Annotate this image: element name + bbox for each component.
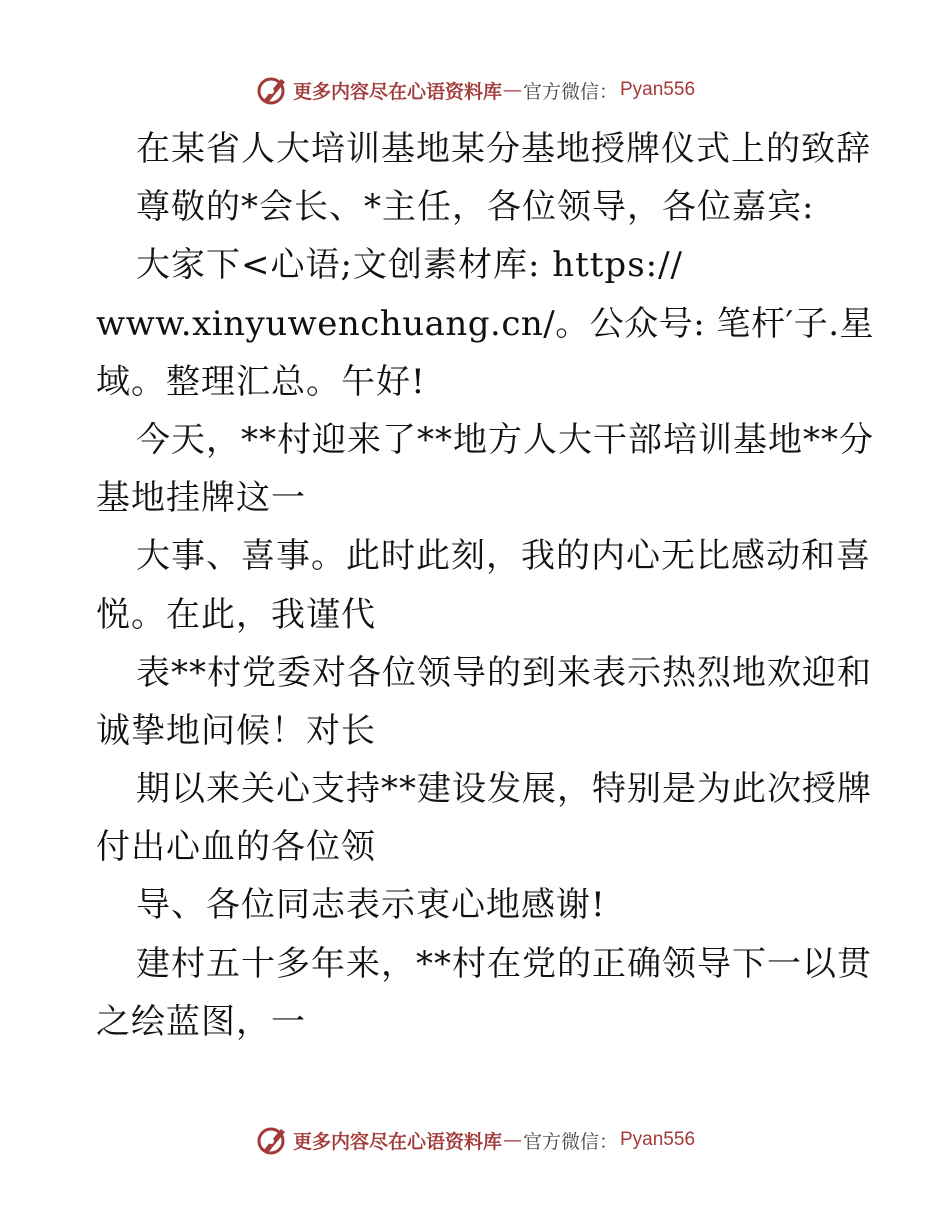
header-banner [0,70,950,110]
pen-logo-icon [255,73,289,107]
document-title: 在某省人大培训基地某分基地授牌仪式上的致辞 [136,129,871,169]
document-body [96,120,876,1051]
body-line: 之绘蓝图，一 [96,1001,306,1042]
body-line: 大家下<心语;文创素材库: https:// [136,245,684,286]
banner-brand-text: 更多内容尽在心语资料库 [292,1130,502,1153]
salutation-line: 尊敬的*会长、*主任，各位领导，各位嘉宾: [136,187,815,228]
body-line: 基地挂牌这一 [96,478,306,519]
body-line: 诚挚地问候！对长 [96,710,376,751]
banner-wechat-id: Pyan556 [620,1129,696,1150]
pen-logo-icon [255,1123,289,1157]
body-line: 期以来关心支持**建设发展，特别是为此次授牌 [136,769,872,810]
banner-brand-text: 更多内容尽在心语资料库 [292,80,502,103]
body-line: 今天，**村迎来了**地方人大干部培训基地**分 [136,419,874,460]
banner-wechat-id: Pyan556 [620,79,696,100]
footer-banner [0,1120,950,1160]
body-line: www.xinyuwenchuang.cn/。公众号: 笔杆′子.星 [96,303,875,344]
banner-dash: — [502,79,522,101]
body-line: 大事、喜事。此时此刻，我的内心无比感动和喜 [136,536,871,577]
body-line: 域。整理汇总。午好! [96,361,426,402]
body-line: 表**村党委对各位领导的到来表示热烈地欢迎和 [136,652,872,693]
body-line: 建村五十多年来，**村在党的正确领导下一以贯 [136,943,872,984]
banner-official-label: 官方微信： [522,80,618,103]
banner-official-label: 官方微信： [522,1130,618,1153]
banner-dash: — [502,1129,522,1151]
body-line: 付出心血的各位领 [96,827,376,868]
body-line: 导、各位同志表示衷心地感谢! [136,885,606,926]
body-line: 悦。在此，我谨代 [96,594,376,635]
